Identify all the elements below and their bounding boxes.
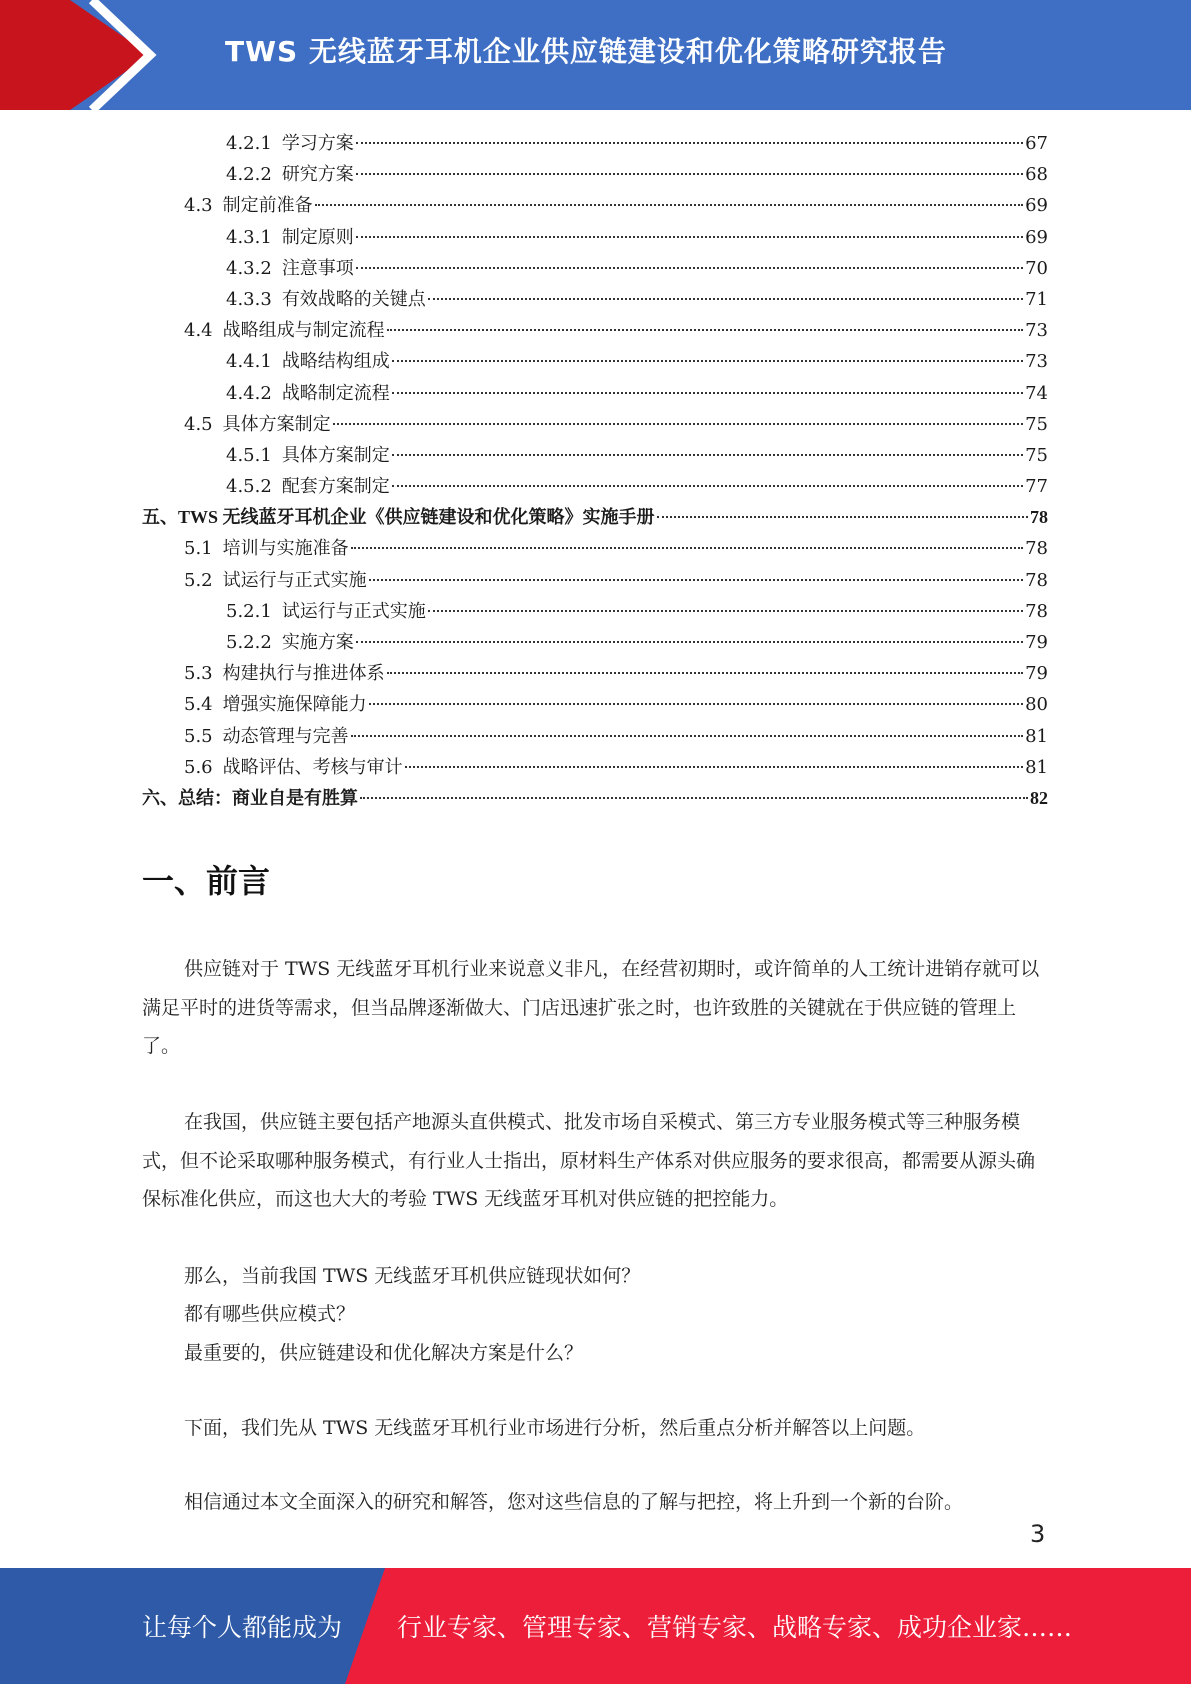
toc-entry-page: 67 (1025, 133, 1048, 154)
toc-dot-leader (360, 797, 1028, 799)
toc-dot-leader (392, 454, 1023, 456)
toc-entry[interactable] (142, 346, 1048, 377)
toc-entry-page: 78 (1025, 569, 1048, 591)
toc-entry-title: 有效战略的关键点 (281, 288, 426, 310)
toc-entry-label (184, 190, 313, 221)
toc-entry-page: 79 (1025, 663, 1048, 685)
page-number: 3 (1030, 1520, 1046, 1548)
toc-entry-label (184, 409, 331, 440)
paragraph-2: 在我国，供应链主要包括产地源头直供模式、批发市场自采模式、第三方专业服务模式等三种服务模式，但不论采取哪种服务模式，有行业人士指出，原材料生产体系对供应服务的要求很高，都需要从源头确保标准化供应，而这也大大的考验 TWS 无线蓝牙耳机对供应链的把控能力。 (142, 1111, 1036, 1210)
toc-entry-title: 注意事项 (281, 257, 354, 279)
toc-entry-page: 69 (1025, 195, 1048, 217)
toc-dot-leader (392, 485, 1023, 487)
toc-entry-number: 5.3 (184, 663, 213, 685)
toc-entry-number: 4.4.2 (226, 382, 272, 404)
toc-entry-page: 80 (1025, 694, 1048, 716)
toc-entry-number: 4.5.2 (226, 476, 272, 498)
toc-entry-title: 战略制定流程 (281, 382, 390, 404)
toc-entry-page: 75 (1025, 444, 1048, 466)
toc-dot-leader (351, 547, 1023, 549)
toc-entry-label (226, 440, 390, 471)
toc-entry-page: 82 (1030, 787, 1048, 808)
toc-entry-page: 70 (1025, 257, 1048, 279)
footer-slogan-left: 让每个人都能成为 (142, 1613, 343, 1642)
toc-dot-leader (356, 173, 1023, 175)
toc-entry-page: 73 (1025, 320, 1048, 342)
toc-entry-label (226, 159, 354, 190)
toc-dot-leader (333, 423, 1023, 425)
toc-dot-leader (387, 329, 1023, 331)
toc-entry[interactable] (142, 471, 1048, 502)
toc-entry-page: 69 (1025, 226, 1048, 248)
toc-entry[interactable] (142, 409, 1048, 440)
toc-entry[interactable] (142, 315, 1048, 346)
toc-entry-page: 68 (1025, 164, 1048, 186)
toc-dot-leader (392, 392, 1023, 394)
toc-entry-label (142, 502, 655, 533)
toc-entry-page: 78 (1025, 538, 1048, 560)
toc-dot-leader (369, 703, 1023, 705)
paragraph-3: 下面，我们先从 TWS 无线蓝牙耳机行业市场进行分析，然后重点分析并解答以上问题。 (184, 1417, 926, 1439)
toc-entry-title: 战略评估、考核与审计 (222, 756, 403, 778)
toc-entry[interactable] (142, 783, 1048, 814)
toc-entry-number: 4.3.3 (226, 288, 272, 310)
toc-entry-page: 74 (1025, 382, 1048, 404)
toc-entry-title: 试运行与正式实施 (281, 600, 426, 622)
toc-entry-number: 4.3.1 (226, 226, 272, 248)
toc-entry-title: 战略结构组成 (281, 351, 390, 373)
toc-entry-number: 4.4 (184, 320, 213, 342)
toc-entry-label (226, 627, 354, 658)
toc-entry-label (184, 658, 385, 689)
toc-entry-label (184, 689, 367, 720)
toc-entry[interactable] (142, 190, 1048, 221)
toc-dot-leader (405, 766, 1023, 768)
toc-dot-leader (315, 204, 1023, 206)
toc-dot-leader (392, 360, 1023, 362)
toc-entry-number: 4.3.2 (226, 257, 272, 279)
toc-entry-number: 5.2.1 (226, 600, 272, 622)
toc-dot-leader (369, 579, 1023, 581)
toc-entry-title: 制定原则 (281, 226, 354, 248)
toc-entry-title: 制定前准备 (222, 195, 313, 217)
toc-entry[interactable] (142, 721, 1048, 752)
toc-entry-page: 71 (1025, 288, 1048, 310)
toc-entry-page: 81 (1025, 756, 1048, 778)
toc-dot-leader (428, 610, 1023, 612)
toc-entry[interactable] (142, 440, 1048, 471)
toc-entry[interactable] (142, 222, 1048, 253)
toc-entry-page: 78 (1030, 507, 1048, 528)
toc-entry-title: 培训与实施准备 (222, 538, 349, 560)
header-title: TWS 无线蓝牙耳机企业供应链建设和优化策略研究报告 (225, 35, 947, 68)
toc-entry[interactable] (142, 533, 1048, 564)
toc-entry[interactable] (142, 253, 1048, 284)
toc-entry-number: 5.4 (184, 694, 213, 716)
toc-entry-number: 4.2.1 (226, 133, 272, 154)
toc-entry-number: 5.1 (184, 538, 213, 560)
toc-entry[interactable] (142, 658, 1048, 689)
question-2: 都有哪些供应模式？ (184, 1303, 356, 1325)
toc-entry-label (142, 783, 358, 814)
toc-entry-page: 73 (1025, 351, 1048, 373)
toc-dot-leader (356, 641, 1023, 643)
toc-entry-label (184, 315, 385, 346)
toc-entry-number: 4.3 (184, 195, 213, 217)
paragraph-4: 相信通过本文全面深入的研究和解答，您对这些信息的了解与把控，将上升到一个新的台阶。 (184, 1491, 964, 1513)
toc-entry-title: 动态管理与完善 (222, 725, 349, 747)
toc-entry[interactable] (142, 565, 1048, 596)
toc-entry[interactable] (142, 128, 1048, 159)
toc-entry-title: 五、TWS 无线蓝牙耳机企业《供应链建设和优化策略》实施手册 (142, 507, 655, 528)
toc-entry-label (226, 128, 354, 159)
toc-entry[interactable] (142, 627, 1048, 658)
toc-entry-label (184, 565, 367, 596)
toc-entry-page: 75 (1025, 413, 1048, 435)
toc-dot-leader (657, 516, 1028, 518)
toc-entry-page: 78 (1025, 600, 1048, 622)
toc-entry[interactable] (142, 596, 1048, 627)
toc-entry-number: 5.5 (184, 725, 213, 747)
toc-entry-number: 4.4.1 (226, 351, 272, 373)
toc-entry-title: 战略组成与制定流程 (222, 320, 385, 342)
footer-slogan-right: 行业专家、管理专家、营销专家、战略专家、成功企业家…… (397, 1613, 1073, 1642)
toc-dot-leader (351, 735, 1023, 737)
toc-entry-label (226, 253, 354, 284)
toc-dot-leader (356, 236, 1023, 238)
toc-entry-title: 六、总结：商业自是有胜算 (142, 787, 358, 808)
toc-dot-leader (387, 672, 1023, 674)
toc-entry[interactable] (142, 752, 1048, 783)
toc-entry[interactable] (142, 502, 1048, 533)
toc-entry-title: 实施方案 (281, 632, 354, 653)
toc-entry-page: 79 (1025, 632, 1048, 653)
toc-entry[interactable] (142, 284, 1048, 315)
toc-dot-leader (428, 298, 1023, 300)
toc-entry-label (184, 752, 403, 783)
toc-entry-label (226, 222, 354, 253)
page-header (0, 0, 1191, 110)
toc-entry[interactable] (142, 159, 1048, 190)
toc-entry[interactable] (142, 378, 1048, 409)
toc-entry-title: 学习方案 (281, 133, 354, 154)
toc-entry-label (226, 284, 426, 315)
toc-entry-title: 研究方案 (281, 164, 354, 186)
toc-entry-label (184, 721, 349, 752)
toc-entry-label (226, 596, 426, 627)
toc-entry-title: 配套方案制定 (281, 476, 390, 498)
toc-dot-leader (356, 142, 1023, 144)
toc-entry-number: 5.2.2 (226, 632, 272, 653)
toc-entry-number: 4.5.1 (226, 444, 272, 466)
toc-entry-label (226, 471, 390, 502)
toc-entry-page: 81 (1025, 725, 1048, 747)
toc-entry-page: 77 (1025, 476, 1048, 498)
toc-entry-label (226, 378, 390, 409)
toc-entry-title: 具体方案制定 (281, 444, 390, 466)
paragraph-1: 供应链对于 TWS 无线蓝牙耳机行业来说意义非凡，在经营初期时，或许简单的人工统计进销存就可以满足平时的进货等需求，但当品牌逐渐做大、门店迅速扩张之时，也许致胜的关键就在于供应链的管理上了。 (142, 958, 1040, 1057)
toc-entry-title: 试运行与正式实施 (222, 569, 367, 591)
toc-dot-leader (356, 267, 1023, 269)
toc-entry-number: 4.2.2 (226, 164, 272, 186)
page-footer (0, 1568, 1191, 1684)
table-of-contents (142, 128, 1048, 814)
toc-entry-number: 4.5 (184, 413, 213, 435)
toc-entry-number: 5.2 (184, 569, 213, 591)
question-3: 最重要的，供应链建设和优化解决方案是什么？ (184, 1342, 584, 1364)
toc-entry-title: 具体方案制定 (222, 413, 331, 435)
toc-entry-number: 5.6 (184, 756, 213, 778)
toc-entry-label (226, 346, 390, 377)
question-1: 那么，当前我国 TWS 无线蓝牙耳机供应链现状如何？ (184, 1265, 641, 1287)
toc-entry[interactable] (142, 689, 1048, 720)
section-heading: 一、前言 (142, 862, 271, 900)
toc-entry-title: 构建执行与推进体系 (222, 663, 385, 685)
toc-entry-title: 增强实施保障能力 (222, 694, 367, 716)
toc-entry-label (184, 533, 349, 564)
